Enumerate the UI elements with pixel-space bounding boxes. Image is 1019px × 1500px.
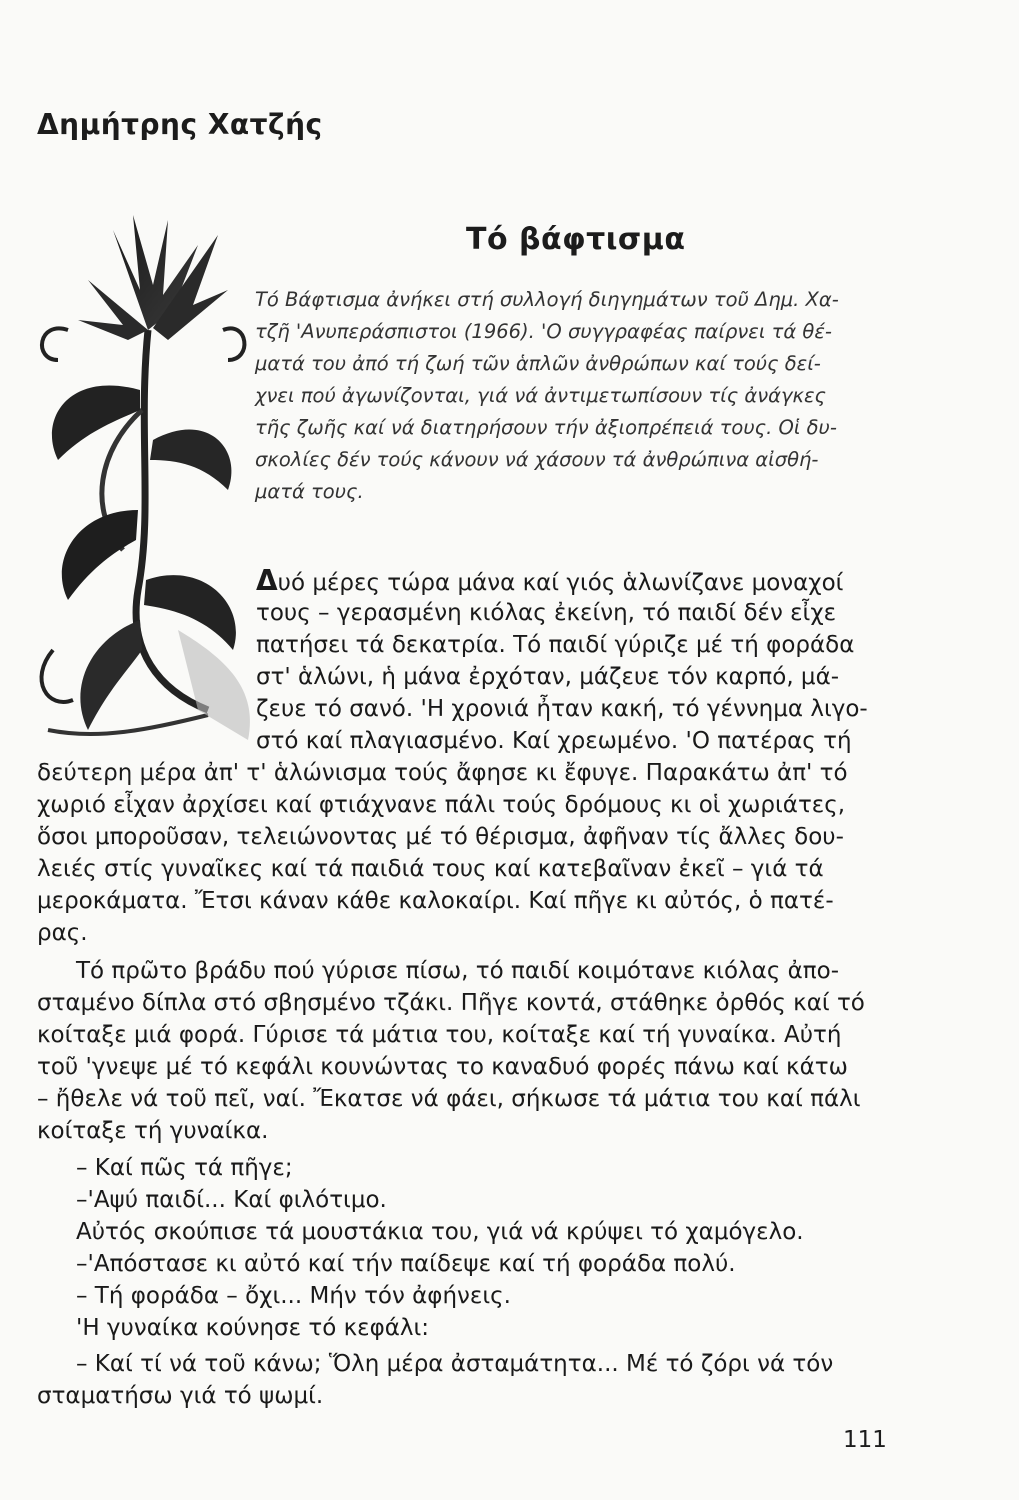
story-line: Τό πρῶτο βράδυ πού γύρισε πίσω, τό παιδί κοιμότανε κιόλας ἀπο-: [76, 958, 840, 984]
story-line: χωριό εἶχαν ἀρχίσει καί φτιάχνανε πάλι τούς δρόμους κι οἱ χωριάτες,: [37, 792, 846, 818]
intro-line: σκολίες δέν τούς κάνουν νά χάσουν τά ἀνθρώπινα αἰσθή-: [255, 448, 819, 471]
intro-line: χνει πού ἀγωνίζονται, γιά νά ἀντιμετωπίσουν τίς ἀνάγκες: [255, 384, 826, 407]
story-line: τους – γερασμένη κιόλας ἐκείνη, τό παιδί δέν εἶχε: [256, 600, 837, 626]
intro-line: Τό Βάφτισμα ἀνήκει στή συλλογή διηγημάτων τοῦ Δημ. Χα-: [255, 288, 839, 311]
intro-line: τῆς ζωῆς καί νά διατηρήσουν τήν ἀξιοπρέπειά τους. Οἱ δυ-: [255, 416, 837, 439]
story-line: 'Η γυναίκα κούνησε τό κεφάλι:: [76, 1315, 430, 1341]
story-line: τοῦ 'γνεψε μέ τό κεφάλι κουνώντας το καναδυό φορές πάνω καί κάτω: [37, 1054, 848, 1080]
intro-line: τζῆ 'Ανυπεράσπιστοι (1966). 'Ο συγγραφέας παίρνει τά θέ-: [255, 320, 832, 343]
story-line-text: υό μέρες τώρα μάνα καί γιός ἁλωνίζανε μοναχοί: [277, 570, 844, 596]
dialogue-line: –'Αψύ παιδί... Καί φιλότιμο.: [76, 1187, 387, 1213]
story-line: ρας.: [37, 920, 88, 946]
dialogue-line: –'Απόστασε κι αὐτό καί τήν παίδεψε καί τή φοράδα πολύ.: [76, 1251, 736, 1277]
intro-line: ματά τους.: [255, 480, 364, 503]
story-line: στ' ἁλώνι, ἡ μάνα ἐρχόταν, μάζευε τόν καρπό, μά-: [256, 664, 840, 690]
story-line: μεροκάματα. Ἔτσι κάναν κάθε καλοκαίρι. Καί πῆγε κι αὐτός, ὁ πατέ-: [37, 888, 834, 914]
story-title: Τό βάφτισμα: [466, 222, 686, 257]
story-line: ζευε τό σανό. 'Η χρονιά ἦταν κακή, τό γέννημα λιγο-: [256, 696, 868, 722]
story-line: Αὐτός σκούπισε τά μουστάκια του, γιά νά κρύψει τό χαμόγελο.: [76, 1219, 804, 1245]
dialogue-line: – Καί τί νά τοῦ κάνω; Ὅλη μέρα ἀσταμάτητα... Μέ τό ζόρι νά τόν: [76, 1351, 834, 1377]
story-line: ὅσοι μποροῦσαν, τελειώνοντας μέ τό θέρισμα, ἀφῆναν τίς ἄλλες δου-: [37, 824, 844, 850]
story-line: δεύτερη μέρα ἀπ' τ' ἁλώνισμα τούς ἄφησε κι ἔφυγε. Παρακάτω ἀπ' τό: [37, 760, 848, 786]
story-line: κοίταξε τή γυναίκα.: [37, 1118, 269, 1144]
story-line: – ἤθελε νά τοῦ πεῖ, ναί. Ἔκατσε νά φάει, σήκωσε τά μάτια του καί πάλι: [37, 1086, 861, 1112]
story-line: κοίταξε μιά φορά. Γύρισε τά μάτια του, κοίταξε καί τή γυναίκα. Αὐτή: [37, 1022, 842, 1048]
story-line: λειές στίς γυναῖκες καί τά παιδιά τους καί κατεβαῖναν ἐκεῖ – γιά τά: [37, 856, 824, 882]
story-line: [256, 565, 843, 599]
drop-cap: Δ: [256, 564, 278, 597]
story-line: σταματήσω γιά τό ψωμί.: [37, 1383, 324, 1409]
story-line: πατήσει τά δεκατρία. Τό παιδί γύριζε μέ τή φοράδα: [256, 632, 855, 658]
story-line: στό καί πλαγιασμένο. Καί χρεωμένο. 'Ο πατέρας τή: [256, 728, 852, 754]
author-name: Δημήτρης Χατζής: [37, 108, 323, 141]
dialogue-line: – Καί πῶς τά πῆγε;: [76, 1155, 293, 1181]
page-number: 111: [843, 1427, 887, 1453]
story-line: σταμένο δίπλα στό σβησμένο τζάκι. Πῆγε κοντά, στάθηκε ὀρθός καί τό: [37, 990, 865, 1016]
dialogue-line: – Τή φοράδα – ὄχι... Μήν τόν ἀφήνεις.: [76, 1283, 511, 1309]
intro-line: ματά του ἀπό τή ζωή τῶν ἁπλῶν ἀνθρώπων καί τούς δεί-: [255, 352, 821, 375]
